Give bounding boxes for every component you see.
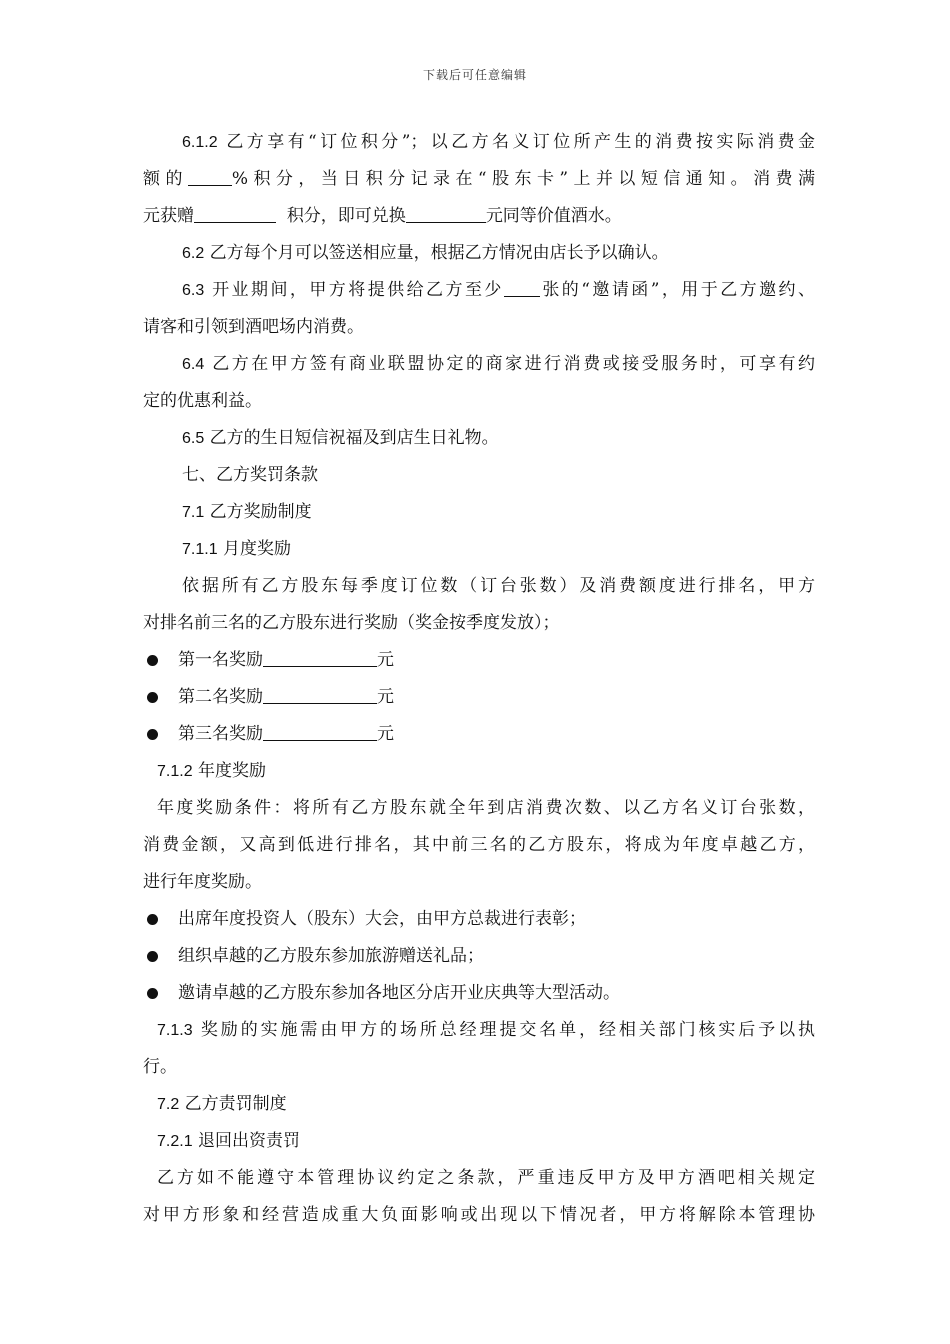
paragraph-7-1-2-line1 [143, 790, 815, 827]
section-number: 7.1.3 [157, 1022, 193, 1039]
paragraph-7-1-2-line2 [143, 827, 815, 864]
text: 乙方在甲方签有商业联盟协定的商家进行消费或接受服务时，可享有约 [212, 354, 816, 374]
page-header: 下载后可任意编辑 [422, 68, 527, 82]
section-number: 6.1.2 [182, 134, 218, 151]
list-item [143, 901, 815, 938]
fill-in-blank[interactable] [188, 167, 232, 186]
document-body [143, 124, 815, 1234]
section-number: 7.1.2 [157, 763, 193, 780]
heading-text: 乙方责罚制度 [184, 1094, 287, 1114]
bullet-icon [147, 729, 158, 740]
text: 组织卓越的乙方股东参加旅游赠送礼品； [178, 946, 484, 966]
heading-text: 退回出资责罚 [198, 1131, 300, 1151]
bullet-icon [147, 655, 158, 666]
heading-text: 乙方奖励制度 [209, 502, 312, 522]
paragraph-6-1-2-line1 [143, 124, 815, 161]
text: 乙方每个月可以签送相应量，根据乙方情况由店长予以确认。 [209, 243, 669, 263]
fill-in-blank[interactable] [194, 204, 276, 223]
text: 元 [377, 724, 394, 744]
text: 元同等价值酒水。 [485, 206, 622, 226]
paragraph-7-1-3-line1 [143, 1012, 815, 1049]
list-item [143, 679, 815, 716]
text: 对排名前三名的乙方股东进行奖励（奖金按季度发放）； [143, 613, 560, 633]
bullet-icon [147, 914, 158, 925]
text: 乙方如不能遵守本管理协议约定之条款，严重违反甲方及甲方酒吧相关规定 [157, 1168, 815, 1188]
text: %积分，当日积分记录在“股东卡”上并以短信通知。消费满 [231, 169, 815, 189]
text: 第三名奖励 [178, 724, 263, 744]
fill-in-blank[interactable] [504, 278, 540, 297]
list-item [143, 938, 815, 975]
paragraph-7-1-3-line2 [143, 1049, 815, 1086]
paragraph-6-3-line1 [143, 272, 815, 309]
section-number: 7.1 [182, 504, 205, 521]
section-number: 7.2 [157, 1096, 180, 1113]
heading-text: 七、乙方奖罚条款 [182, 465, 318, 485]
text: 张的“邀请函”，用于乙方邀约、 [539, 280, 816, 300]
text: 行。 [143, 1057, 177, 1077]
paragraph-6-1-2-line3 [143, 198, 815, 235]
paragraph-7-1-1-line1 [143, 568, 815, 605]
heading-text: 月度奖励 [223, 539, 291, 559]
section-number: 6.5 [182, 430, 205, 447]
text: 第二名奖励 [178, 687, 263, 707]
list-item [143, 642, 815, 679]
subheading-7-1-1 [143, 531, 815, 568]
paragraph-6-4-line2 [143, 383, 815, 420]
paragraph-6-3-line2 [143, 309, 815, 346]
text: 积分，即可兑换 [286, 206, 406, 226]
heading-text: 年度奖励 [198, 761, 266, 781]
fill-in-blank[interactable] [406, 204, 486, 223]
bullet-icon [147, 988, 158, 999]
fill-in-blank[interactable] [263, 685, 377, 704]
text: 进行年度奖励。 [143, 872, 262, 892]
paragraph-6-2 [143, 235, 815, 272]
subheading-7-2-1 [143, 1123, 815, 1160]
paragraph-7-2-1-line1 [143, 1160, 815, 1197]
paragraph-6-5 [143, 420, 815, 457]
text: 出席年度投资人（股东）大会，由甲方总裁进行表彰； [178, 909, 586, 929]
subheading-7-1 [143, 494, 815, 531]
text: 元 [377, 650, 394, 670]
text: 元获赠 [143, 206, 194, 226]
section-number: 6.3 [182, 282, 205, 299]
paragraph-7-1-2-line3 [143, 864, 815, 901]
section-number: 7.1.1 [182, 541, 218, 558]
bullet-icon [147, 692, 158, 703]
text: 依据所有乙方股东每季度订位数（订台张数）及消费额度进行排名，甲方 [182, 576, 815, 596]
list-item [143, 975, 815, 1012]
text: 开业期间，甲方将提供给乙方至少 [212, 280, 504, 300]
text: 元 [377, 687, 394, 707]
text: 乙方的生日短信祝福及到店生日礼物。 [209, 428, 499, 448]
fill-in-blank[interactable] [263, 722, 377, 741]
section-number: 7.2.1 [157, 1133, 193, 1150]
paragraph-6-1-2-line2 [143, 161, 815, 198]
text: 请客和引领到酒吧场内消费。 [143, 317, 364, 337]
subheading-7-2 [143, 1086, 815, 1123]
section-number: 6.2 [182, 245, 205, 262]
subheading-7-1-2 [143, 753, 815, 790]
text: 额的 [143, 169, 188, 189]
section-number: 6.4 [182, 356, 205, 373]
text: 第一名奖励 [178, 650, 263, 670]
fill-in-blank[interactable] [263, 648, 377, 667]
paragraph-6-4-line1 [143, 346, 815, 383]
text: 对甲方形象和经营造成重大负面影响或出现以下情况者，甲方将解除本管理协 [143, 1205, 815, 1225]
text: 乙方享有“订位积分”；以乙方名义订位所产生的消费按实际消费金 [226, 132, 815, 152]
text: 消费金额，又高到低进行排名，其中前三名的乙方股东，将成为年度卓越乙方， [143, 835, 815, 855]
text: 邀请卓越的乙方股东参加各地区分店开业庆典等大型活动。 [178, 983, 620, 1003]
section-heading-7 [143, 457, 815, 494]
bullet-icon [147, 951, 158, 962]
text: 奖励的实施需由甲方的场所总经理提交名单，经相关部门核实后予以执 [200, 1020, 816, 1040]
paragraph-7-2-1-line2 [143, 1197, 815, 1234]
paragraph-7-1-1-line2 [143, 605, 815, 642]
list-item [143, 716, 815, 753]
text: 年度奖励条件：将所有乙方股东就全年到店消费次数、以乙方名义订台张数， [157, 798, 815, 818]
text: 定的优惠利益。 [143, 391, 262, 411]
